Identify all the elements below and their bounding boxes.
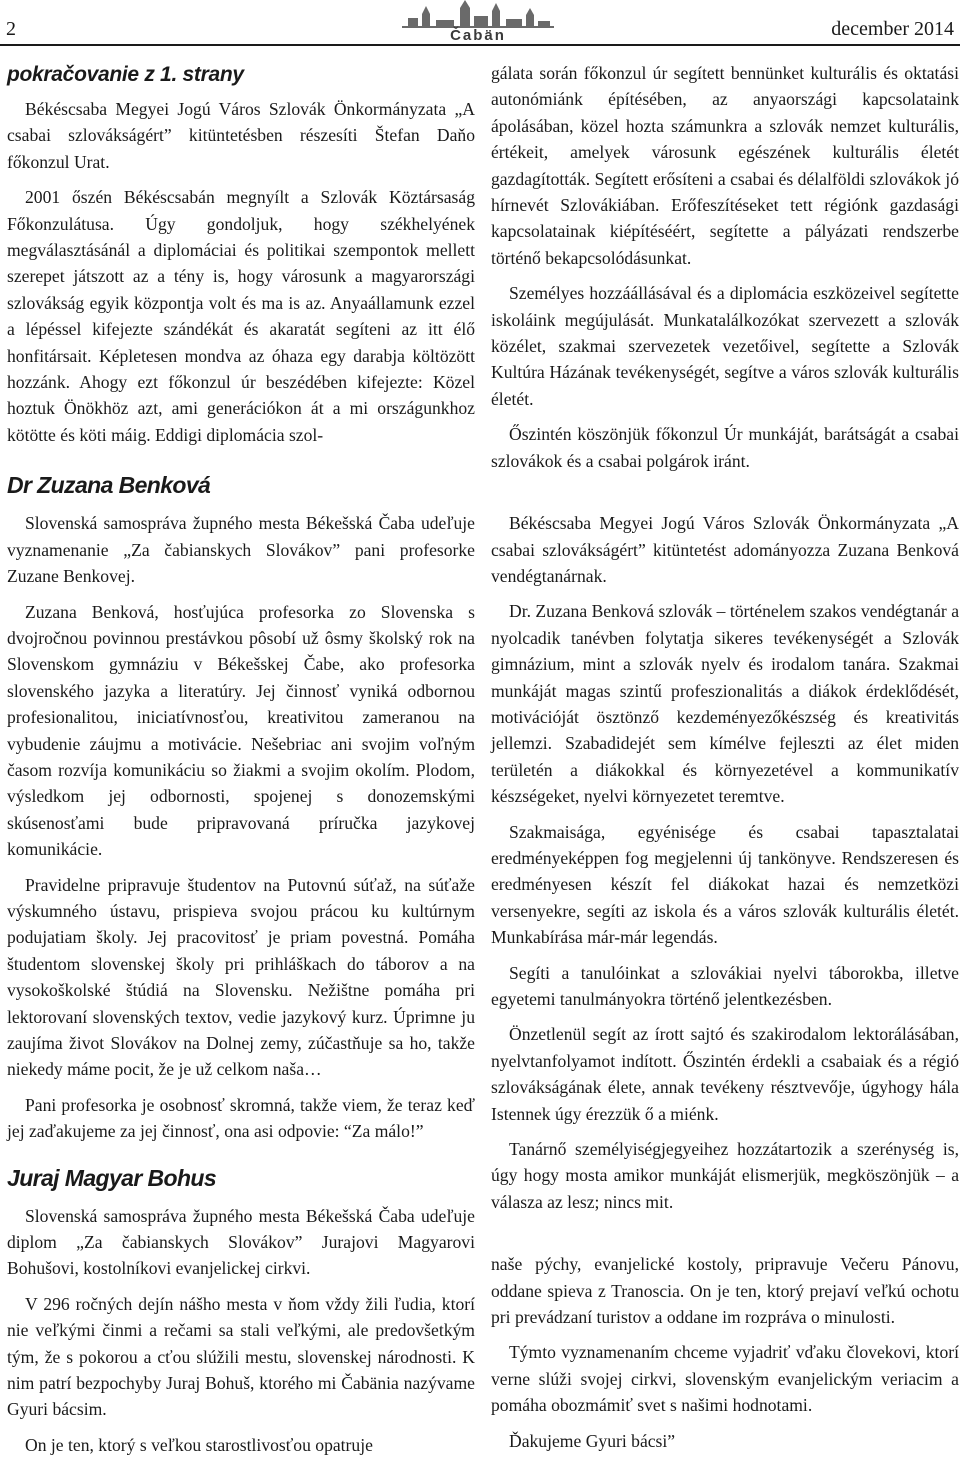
page-number: 2 <box>6 18 16 40</box>
paragraph: Békéscsaba Megyei Jogú Város Szlovák Önkormányzata „A csabai szlovákságért” kitüntetésben részesíti Štefan Daňo főkonzul Urat. <box>7 99 475 172</box>
page-header <box>0 0 960 46</box>
paragraph: Týmto vyznamenaním chceme vyjadriť vďaku človekovi, ktorí verne slúži svojej cirkvi, slovenským evanjelickým veriacim a pomáha obozmámiť svet s našimi hodnotami. <box>491 1342 959 1416</box>
paragraph: Slovenská samospráva župného mesta Békešská Čaba udeľuje diplom „Za čabianskych Slovákov” Jurajovi Magyarovi Bohušovi, kostolníkovi evanjelickej cirkvi. <box>7 1205 475 1279</box>
paragraph: Pani profesorka je osobnosť skromná, takže viem, že teraz keď jej zaďakujeme za jej činnosť, ona asi odpovie: “Za málo!” <box>7 1094 475 1142</box>
issue-date: december 2014 <box>831 18 954 40</box>
left-column <box>7 60 475 1458</box>
paragraph: On je ten, ktorý s veľkou starostlivosťou opatruje <box>25 1434 373 1455</box>
masthead-title: Čabän <box>450 27 506 44</box>
paragraph: Slovenská samospráva župného mesta Békešská Čaba udeľuje vyznamenanie „Za čabianskych Slovákov” pani profesorke Zuzane Benkovej. <box>7 513 475 587</box>
paragraph: Személyes hozzáállásával és a diplomácia eszközeivel segítette iskoláink megújulását. Munkatalálkozókat szervezett a szlovák közélet, szakmai szervezetek vezetőivel, segítette a Szlovák Kultúra Házának tevékenységét, segítve a város szlovák kulturális életét. <box>491 283 959 409</box>
paragraph: Önzetlenül segít az írott sajtó és szakirodalom lektorálásában, nyelvtanfolyamot indított. Őszintén érdekli a csabaiak és a régió szlovákságának élete, annak tevékeny résztvevője, úgyhogy hála Istennek úgy érezzük ő a miénk. <box>491 1024 959 1124</box>
paragraph: Őszintén köszönjük főkonzul Úr munkáját, barátságát a csabai szlovákok és a csabai polgárok iránt. <box>491 424 959 471</box>
paragraph: gálata során főkonzul úr segített bennünket kulturális és oktatási autonómiánk építésében, az anyaországi kapcsolataink ápolásában, közel hozta számunkra a szlovák nemzet kulturális, értékeit, amelyek városunk egészének kulturális életét gazdagították. Segített erősíteni a csabai és délalföldi szlovákok jó hírnevét Szlovákiában. Erőfeszítéseket tett régiónk gazdasági kapcsolatainak kiépítéséért, segítette a pályázati rendszerbe történő bekapcsolódásunkat. <box>491 63 959 268</box>
paragraph: Dr. Zuzana Benková szlovák – történelem szakos vendégtanár a nyolcadik tanévben folytatja sikeres tevékenységét a Szlovák gimnázium, mint a szlovák nyelv és irodalom tanára. Szakmai munkáját magas szintű profeszionalitás a diákok érdeklődését, motivációját ösztönző kezdeményezőkészség és kreativitás jellemzi. Szabadidejét sem kímélve fejleszti az élet miden területén a diákokkal és környezetével a kommunikatív készségeket, nyelvi környezetet teremtve. <box>491 601 959 807</box>
masthead-logo <box>378 0 578 44</box>
paragraph: naše pýchy, evanjelické kostoly, pripravuje Večeru Pánovu, oddane spieva z Tranoscia. On je ten, ktorý prejaví veľkú ochotu pri prevádzaní turistov a oddane im rozpráva o minulosti. <box>491 1254 959 1328</box>
section-heading-bohus: Juraj Magyar Bohus <box>7 1164 217 1191</box>
paragraph: Ďakujeme Gyuri bácsi” <box>509 1430 676 1451</box>
paragraph: Szakmaisága, egyénisége és csabai tapasztalatai eredményeképpen fog megjelenni új tankönyve. Rendszeresen és eredményesen készít fel diákokat hazai és nemzetközi versenyekre, segíti az iskola és a város szlovák kulturális életét. Munkabírása már-már legendás. <box>491 821 959 948</box>
continuation-kicker: pokračovanie z 1. strany <box>7 63 244 86</box>
right-column <box>491 60 959 1454</box>
paragraph: Segíti a tanulóinkat a szlovákiai nyelvi táborokba, illetve egyetemi tanulmányokra történő jelentkezésben. <box>491 962 959 1009</box>
header-rule <box>0 44 960 46</box>
paragraph: V 296 ročných dejín nášho mesta v ňom vždy žili ľudia, ktorí nie veľkými činmi a rečami sa stali veľkými, ale predovšetkým tým, že s pokorou a cťou slúžili mestu, slovenskej národnosti. K nim patrí bezpochyby Juraj Bohuš, ktorého mi Čabänia nazývame Gyuri bácsim. <box>7 1293 475 1420</box>
paragraph: Zuzana Benková, hosťujúca profesorka zo Slovenska s dvojročnou povinnou prestávkou pôsobí už ôsmy školský rok na Slovenskom gymnáziu v Békešskej Čabe, ako profesorka slovenského jazyka a literatúry. Jej činnosť vyniká odbornou profesionalitou, iniciatívnosťou, kreativitou zameranou na vybudenie záujmu a motivácie. Nešebriac ani svojim voľným časom rozvíja komunikáciu so žiakmi a svojim okolím. Plodom, výsledkom jej odbornosti, spojenej s donozemskými skúsenosťami bude pripravovaná príručka jazykovej komunikácie. <box>7 601 475 860</box>
paragraph: Pravidelne pripravuje študentov na Putovnú súťaž, na súťaže výskumného ústavu, prispieva svojou prácou ku kultúrnym podujatiam školy. Jej pracovitosť je priam povestná. Pomáha študentom slovenskej školy pri prihláškach do táborov a na vysokoškolské štúdiá na Slovensku. Nežištne pomáha pri lektorovaní slovenských textov, vedie jazykový kurz. Úprimne ju zaujíma život Slovákov na Dolnej zemy, zúčastňuje sa ho, takže niekedy máme pocit, že je už celkom naša… <box>7 874 475 1080</box>
section-heading-benkova: Dr Zuzana Benková <box>7 472 211 499</box>
paragraph: Békéscsaba Megyei Jogú Város Szlovák Önkormányzata „A csabai szlovákságért” kitüntetést adományozza Zuzana Benková vendégtanárnak. <box>491 513 959 586</box>
paragraph: 2001 őszén Békéscsabán megnyílt a Szlovák Köztársaság Főkonzulátusa. Úgy gondoljuk, hogy székhelyének megválasztásánál a diplomáciai és politikai szempontok mellett szerepet játszott az a tény is, hogy városunk a magyarországi szlovákság egyik központja volt és ma is az. Anyaállamunk ezzel a lépéssel kifejezte szándékát és akaratát segíteni az itt élő honfitársait. Képletesen mondva az óhaza egy darabja költözött hozzánk. Ahogy ezt főkonzul úr beszédében kifejezte: Közel hoztuk Önökhöz azt, ami generációkon át a mi országunkhoz kötötte és köti máig. Eddigi diplomácia szol- <box>7 187 475 445</box>
paragraph: Tanárnő személyiségjegyeihez hozzátartozik a szerénység is, úgy hogy mosta amikor munkáját elismerjük, megköszönjük – a válasza az lesz; nincs mit. <box>491 1139 959 1212</box>
